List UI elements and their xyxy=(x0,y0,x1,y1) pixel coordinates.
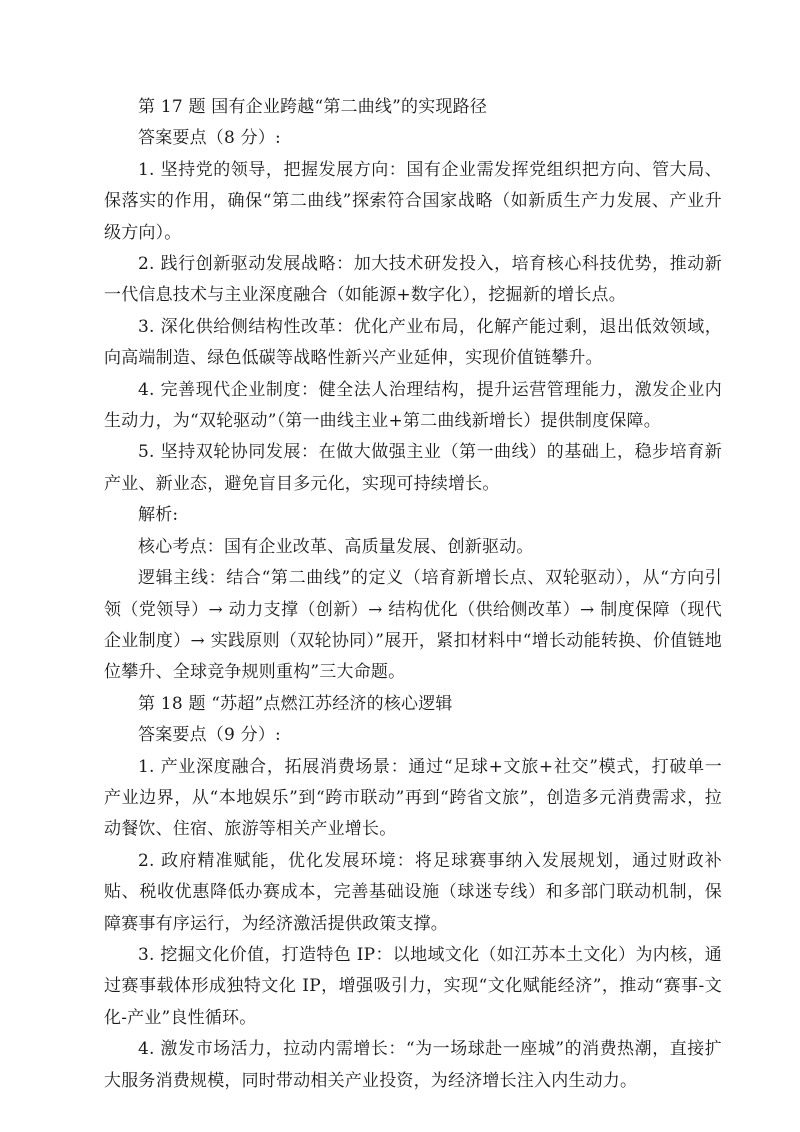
question-18-answer-label: 答案要点（9 分）: xyxy=(138,725,281,746)
question-17-analysis-label: 解析: xyxy=(138,505,179,526)
question-17-point-5: 5. 坚持双轮协同发展：在做大做强主业（第一曲线）的基础上，稳步培育新产业、新业态，避免盲目多元化，实现可持续增长。 xyxy=(104,442,722,494)
question-18-point-4: 4. 激发市场活力，拉动内需增长：“为一场球赴一座城”的消费热潮，直接扩大服务消费规模，同时带动相关产业投资，为经济增长注入内生动力。 xyxy=(104,1039,722,1091)
document-page xyxy=(104,92,722,1097)
question-18-point-3: 3. 挖掘文化价值，打造特色 IP：以地域文化（如江苏本土文化）为内核，通过赛事载体形成独特文化 IP，增强吸引力，实现“文化赋能经济”，推动“赛事-文化-产业”良性循环。 xyxy=(104,944,722,1028)
question-17-point-4: 4. 完善现代企业制度：健全法人治理结构，提升运营管理能力，激发企业内生动力，为“双轮驱动”（第一曲线主业+第二曲线新增长）提供制度保障。 xyxy=(104,379,722,432)
question-17-core-points: 核心考点：国有企业改革、高质量发展、创新驱动。 xyxy=(138,536,534,557)
question-17-point-3: 3. 深化供给侧结构性改革：优化产业布局，化解产能过剩，退出低效领域，向高端制造、绿色低碳等战略性新兴产业延伸，实现价值链攀升。 xyxy=(104,316,722,369)
question-18-point-2: 2. 政府精准赋能，优化发展环境：将足球赛事纳入发展规划，通过财政补贴、税收优惠降低办赛成本，完善基础设施（球迷专线）和多部门联动机制，保障赛事有序运行，为经济激活提供政策支撑。 xyxy=(104,850,722,934)
question-17-logic: 逻辑主线：结合“第二曲线”的定义（培育新增长点、双轮驱动），从“方向引领（党领导）→ 动力支撑（创新）→ 结构优化（供给侧改革）→ 制度保障（现代企业制度）→ 实践原则（双轮协同）”展开，紧扣材料中“增长动能转换、价值链地位攀升、全球竞争规则重构”三大命题。 xyxy=(104,568,722,683)
question-18-point-1: 1. 产业深度融合，拓展消费场景：通过“足球+文旅+社交”模式，打破单一产业边界，从“本地娱乐”到“跨市联动”再到“跨省文旅”，创造多元消费需求，拉动餐饮、住宿、旅游等相关产业增长。 xyxy=(104,756,722,840)
question-17-point-1: 1. 坚持党的领导，把握发展方向：国有企业需发挥党组织把方向、管大局、保落实的作用，确保“第二曲线”探索符合国家战略（如新质生产力发展、产业升级方向）。 xyxy=(104,159,722,243)
question-17-answer-label: 答案要点（8 分）: xyxy=(138,128,281,149)
question-17-point-2: 2. 践行创新驱动发展战略：加大技术研发投入，培育核心科技优势，推动新一代信息技术与主业深度融合（如能源+数字化），挖掘新的增长点。 xyxy=(104,254,722,306)
question-18-title: 第 18 题 “苏超”点燃江苏经济的核心逻辑 xyxy=(138,693,453,714)
question-17-title: 第 17 题 国有企业跨越“第二曲线”的实现路径 xyxy=(138,97,488,117)
